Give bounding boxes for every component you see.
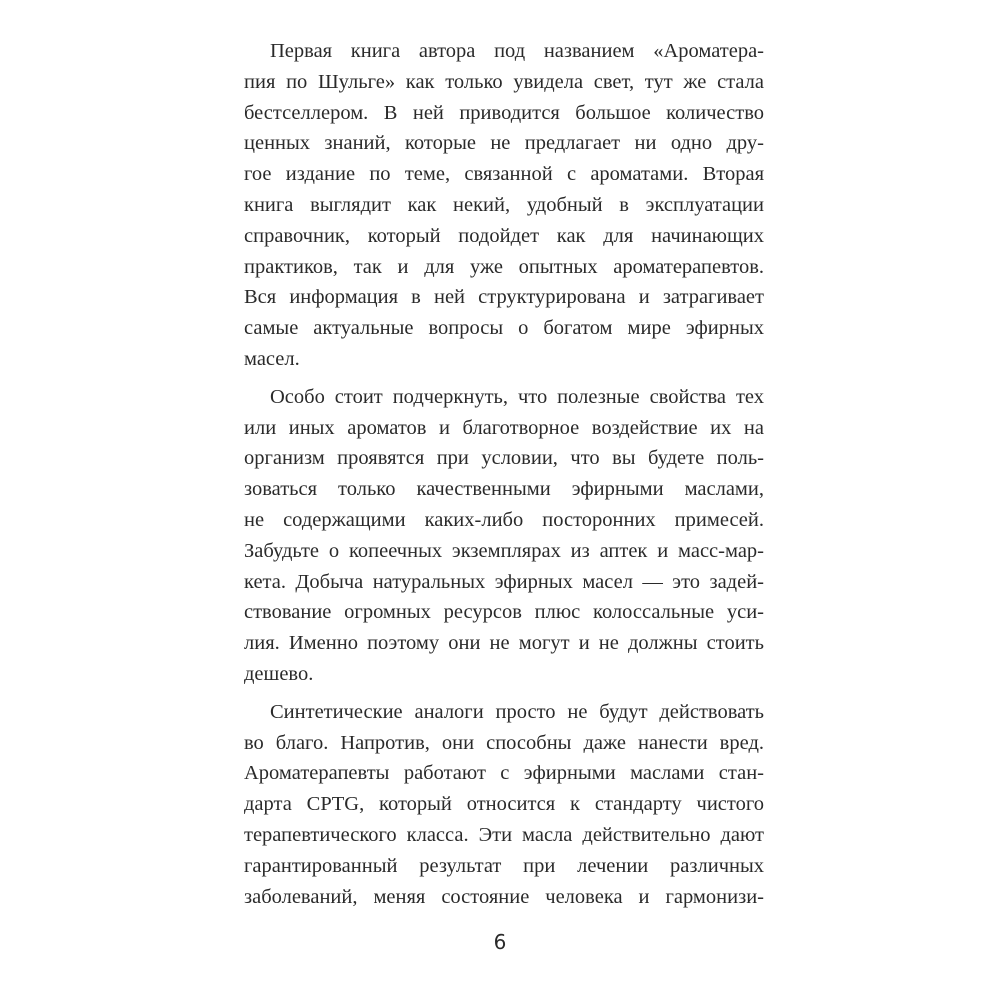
text-line: гарантированный результат при лечении различных [244,854,764,877]
text-line: масел. [244,347,300,370]
text-line: справочник, который подойдет как для начинающих [244,224,764,247]
text-line: бестселлером. В ней приводится большое количество [244,101,764,124]
text-line: Вся информация в ней структурирована и затрагивает [244,286,764,309]
text-line: гое издание по теме, связанной с ароматами. Вторая [244,163,764,186]
paragraph-gap [244,375,764,382]
text-line: Первая книга автора под названием «Ароматера- [270,40,764,62]
text-line: организм проявятся при условии, что вы будете поль- [244,447,764,470]
text-line: дарта CPTG, который относится к стандарту чистого [244,793,764,816]
paragraph [244,36,764,375]
paragraph [244,697,764,913]
text-line: не содержащими каких-либо посторонних примесей. [244,508,764,531]
text-line: Ароматерапевты работают с эфирными маслами стан- [244,762,764,785]
text-line: Синтетические аналоги просто не будут действовать [270,700,764,723]
text-line: зоваться только качественными эфирными маслами, [244,478,764,501]
text-line: Забудьте о копеечных экземплярах из аптек и масс-мар- [244,539,764,562]
text-line: книга выглядит как некий, удобный в эксплуатации [244,193,764,216]
text-line: терапевтического класса. Эти масла действительно дают [244,823,764,846]
paragraph [244,382,764,690]
body-text [244,36,764,912]
page-number: 6 [493,930,507,954]
text-line: заболеваний, меняя состояние человека и гармонизи- [244,885,764,908]
text-line: пия по Шульге» как только увидела свет, тут же стала [244,70,764,93]
text-line: ценных знаний, которые не предлагает ни одно дру- [244,132,764,155]
text-line: дешево. [244,662,314,685]
text-line: практиков, так и для уже опытных ароматерапевтов. [244,255,764,278]
text-line: лия. Именно поэтому они не могут и не должны стоить [244,632,764,655]
text-line: или иных ароматов и благотворное воздействие их на [244,416,764,439]
text-line: самые актуальные вопросы о богатом мире эфирных [244,317,764,340]
text-line: ствование огромных ресурсов плюс колоссальные уси- [244,601,764,624]
text-line: во благо. Напротив, они способны даже нанести вред. [244,731,764,754]
text-line: кета. Добыча натуральных эфирных масел — это задей- [244,570,764,593]
text-line: Особо стоит подчеркнуть, что полезные свойства тех [270,385,764,408]
paragraph-gap [244,690,764,697]
